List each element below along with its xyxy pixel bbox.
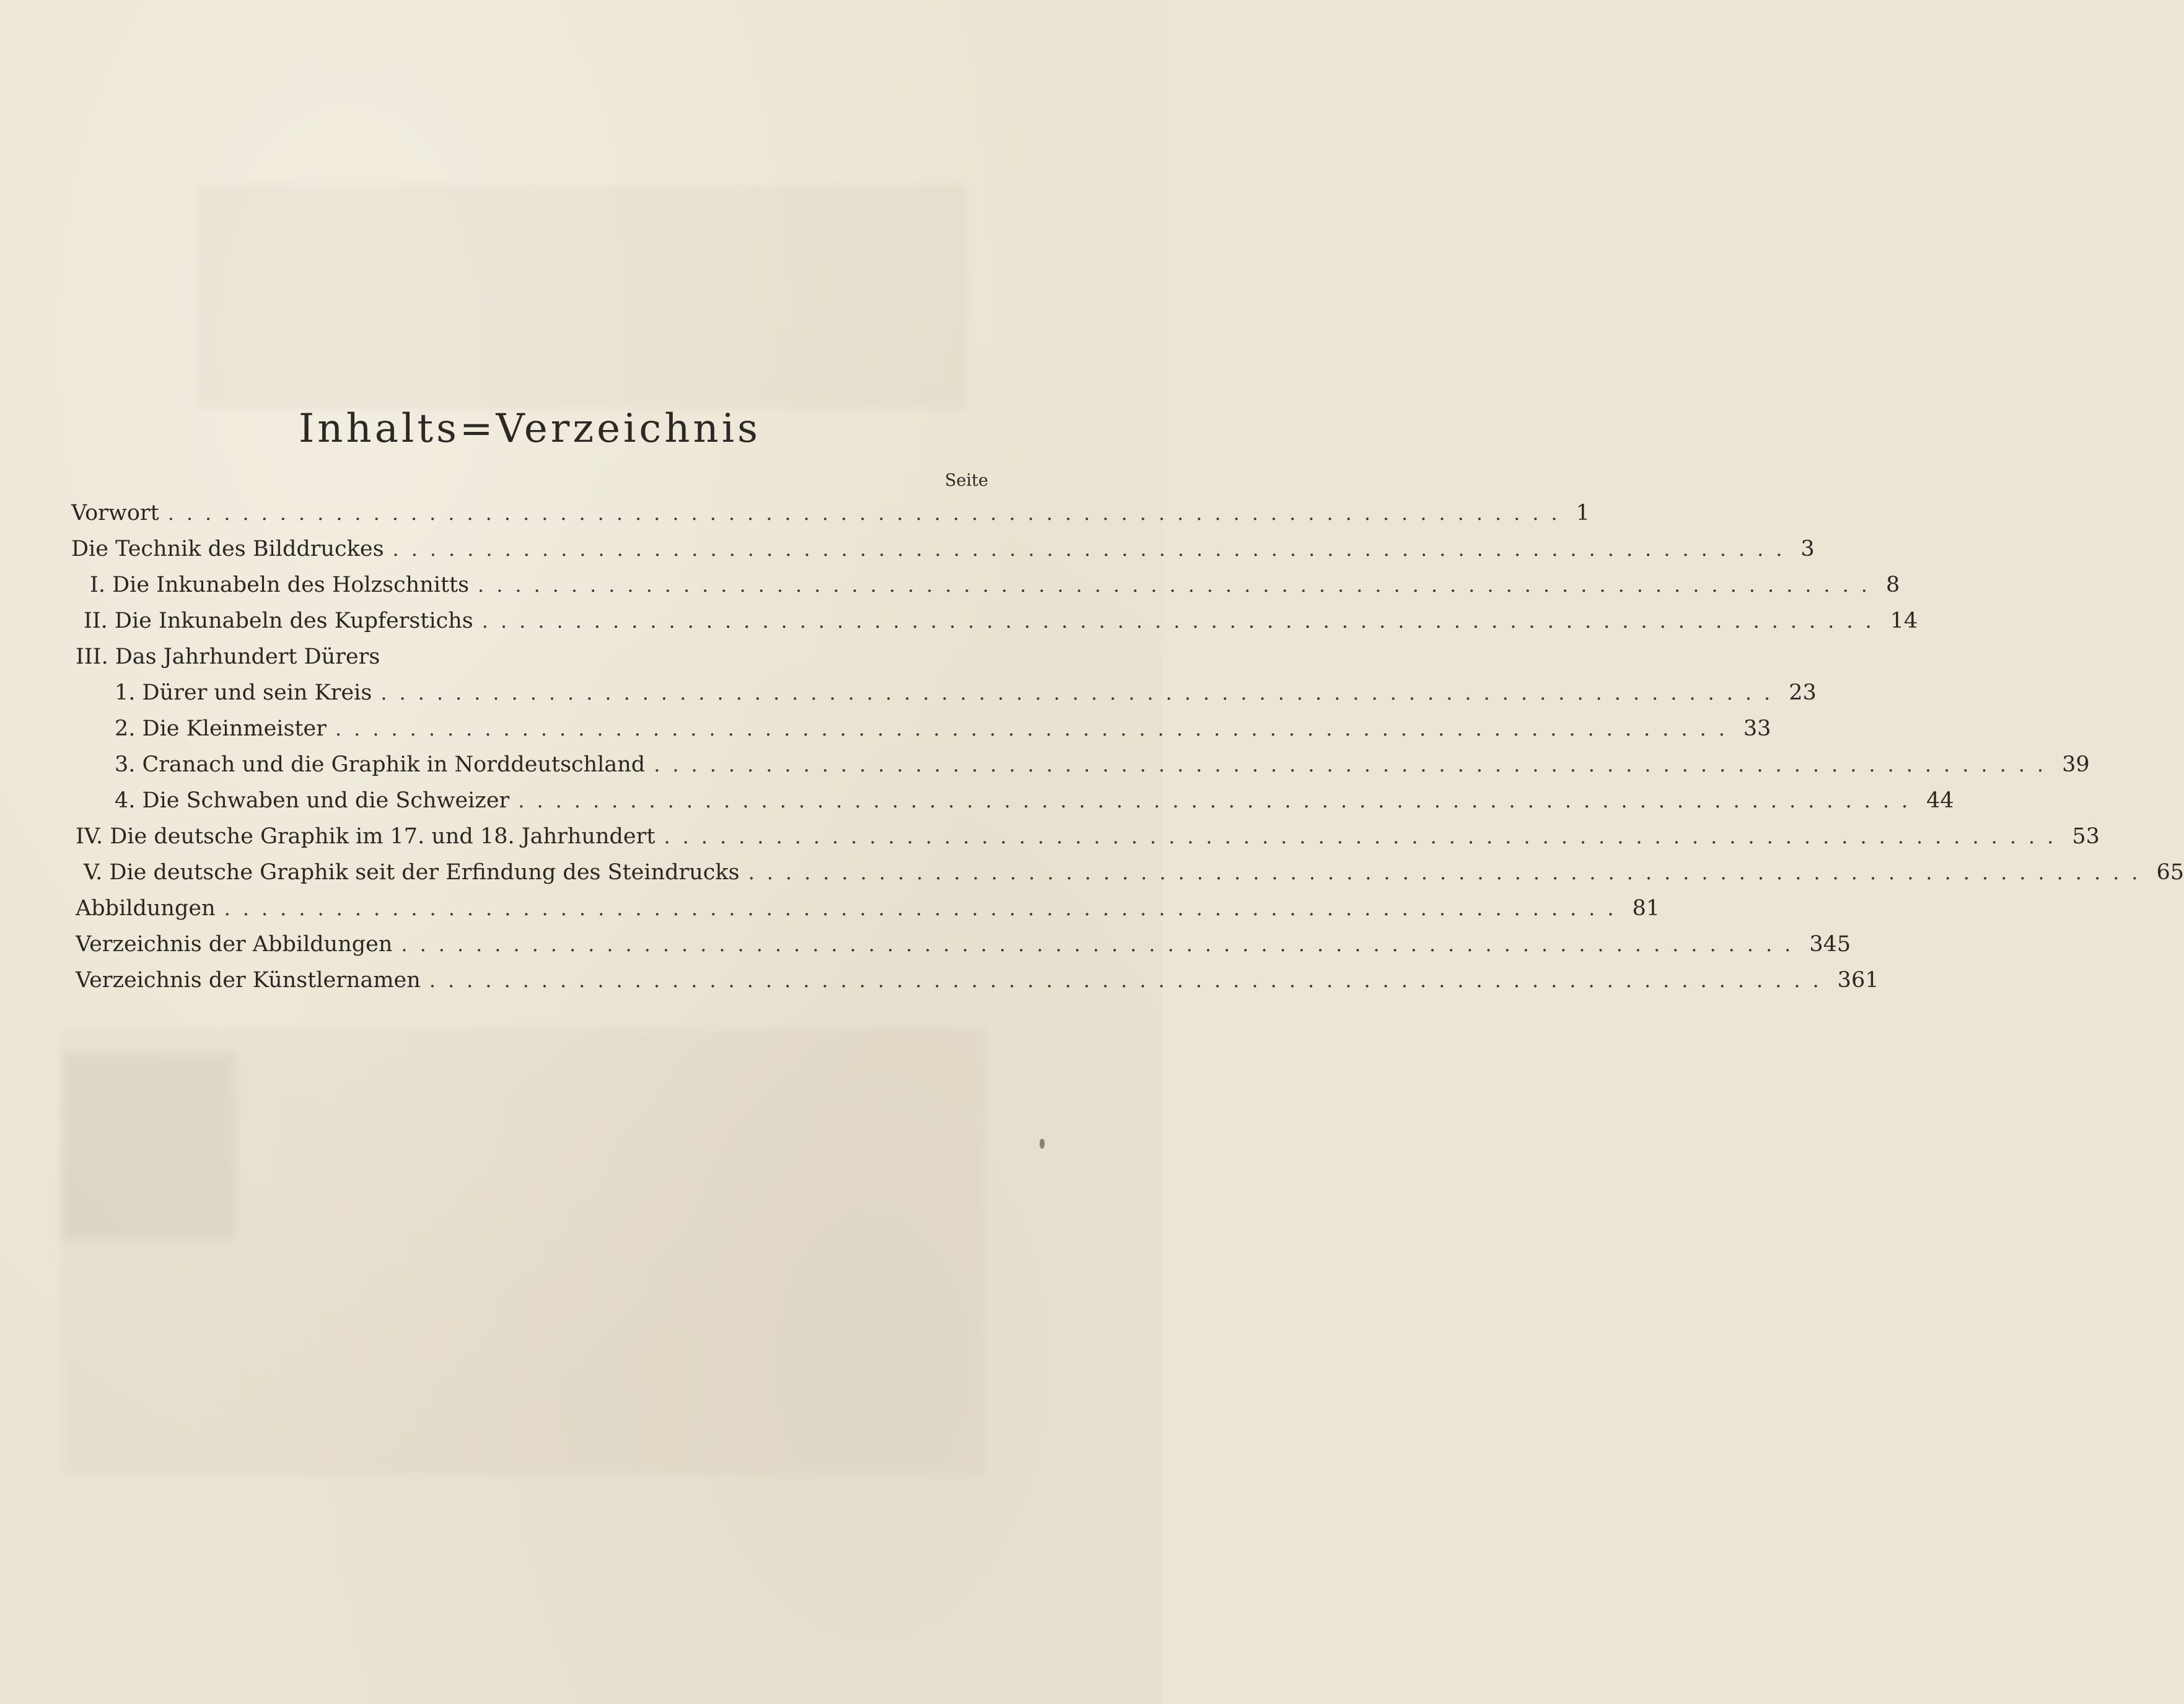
toc-entry-label: Abbildungen [76, 896, 216, 921]
toc-entry-page: 33 [1743, 716, 1771, 741]
toc-entry-page: 44 [1926, 788, 1954, 813]
toc-entry[interactable] [90, 573, 1900, 605]
toc-entry-label: 1. Dürer und sein Kreis [115, 680, 372, 705]
toc-entry-page: 361 [1837, 968, 1879, 993]
ink-smudge [1040, 1139, 1045, 1149]
toc-entry-label: I. Die Inkunabeln des Holzschnitts [90, 573, 470, 597]
toc-entry-label: 2. Die Kleinmeister [115, 716, 327, 741]
toc-entry-page: 3 [1800, 537, 1815, 561]
toc-entry[interactable] [76, 932, 1851, 964]
dot-leader: ........................................................................... [429, 968, 1831, 992]
bleed-through-figure [62, 1053, 235, 1239]
toc-entry-page: 14 [1890, 608, 1918, 633]
toc-entry-label: 3. Cranach und die Graphik in Norddeutschland [115, 752, 646, 777]
dot-leader: ........................................................................... [224, 897, 1626, 920]
bleed-through-top [198, 186, 967, 409]
toc-entry-page: 1 [1576, 501, 1590, 525]
dot-leader: ........................................................................... [392, 537, 1795, 561]
dot-leader: ........................................................................... [748, 861, 2151, 884]
toc-entry[interactable] [76, 644, 998, 677]
toc-entry-label: 4. Die Schwaben und die Schweizer [115, 788, 510, 813]
dot-leader: ........................................................................... [478, 573, 1880, 597]
toc-entry[interactable] [115, 716, 1771, 749]
toc-entry-page: 8 [1885, 573, 1900, 597]
page-title: Inhalts=Verzeichnis [299, 406, 761, 452]
toc-entry-page: 65 [2156, 860, 2184, 885]
dot-leader: ........................................................................... [167, 501, 1570, 525]
toc-entry-label: IV. Die deutsche Graphik im 17. und 18. Jahrhundert [76, 824, 656, 849]
toc-entry-label: Die Technik des Bilddruckes [71, 537, 384, 561]
toc-entry[interactable] [76, 968, 1879, 1000]
toc-entry[interactable] [76, 824, 2100, 856]
toc-entry-label: II. Die Inkunabeln des Kupferstichs [84, 608, 473, 633]
toc-entry-page: 39 [2062, 752, 2090, 777]
page-column-header: Seite [945, 471, 988, 490]
toc-entry-page: 345 [1809, 932, 1851, 957]
dot-leader: ........................................................................... [335, 717, 1737, 740]
toc-entry[interactable] [84, 608, 1918, 641]
toc-entry[interactable] [84, 860, 2184, 892]
dot-leader: ........................................................................... [380, 681, 1783, 705]
toc-entry-label: III. Das Jahrhundert Dürers [76, 644, 380, 669]
dot-leader: ........................................................................... [481, 609, 1884, 633]
dot-leader: ........................................................................... [664, 825, 2066, 848]
toc-entry[interactable] [76, 896, 1660, 928]
toc-entry[interactable] [115, 788, 1954, 820]
toc-entry[interactable] [115, 752, 2090, 784]
toc-entry[interactable] [71, 501, 1590, 533]
toc-entry[interactable] [71, 537, 1815, 569]
dot-leader: ........................................................................... [654, 753, 2056, 776]
toc-entry-page: 23 [1789, 680, 1817, 705]
toc-entry-page: 53 [2072, 824, 2100, 849]
dot-leader: ........................................................................... [518, 789, 1921, 812]
toc-entry-label: Verzeichnis der Abbildungen [76, 932, 393, 957]
toc-entry-label: V. Die deutsche Graphik seit der Erfindung des Steindrucks [84, 860, 740, 885]
toc-entry-page: 81 [1632, 896, 1660, 921]
toc-entry[interactable] [115, 680, 1817, 713]
toc-entry-label: Verzeichnis der Künstlernamen [76, 968, 421, 993]
toc-entry-label: Vorwort [71, 501, 159, 525]
dot-leader: ........................................................................... [401, 933, 1804, 956]
